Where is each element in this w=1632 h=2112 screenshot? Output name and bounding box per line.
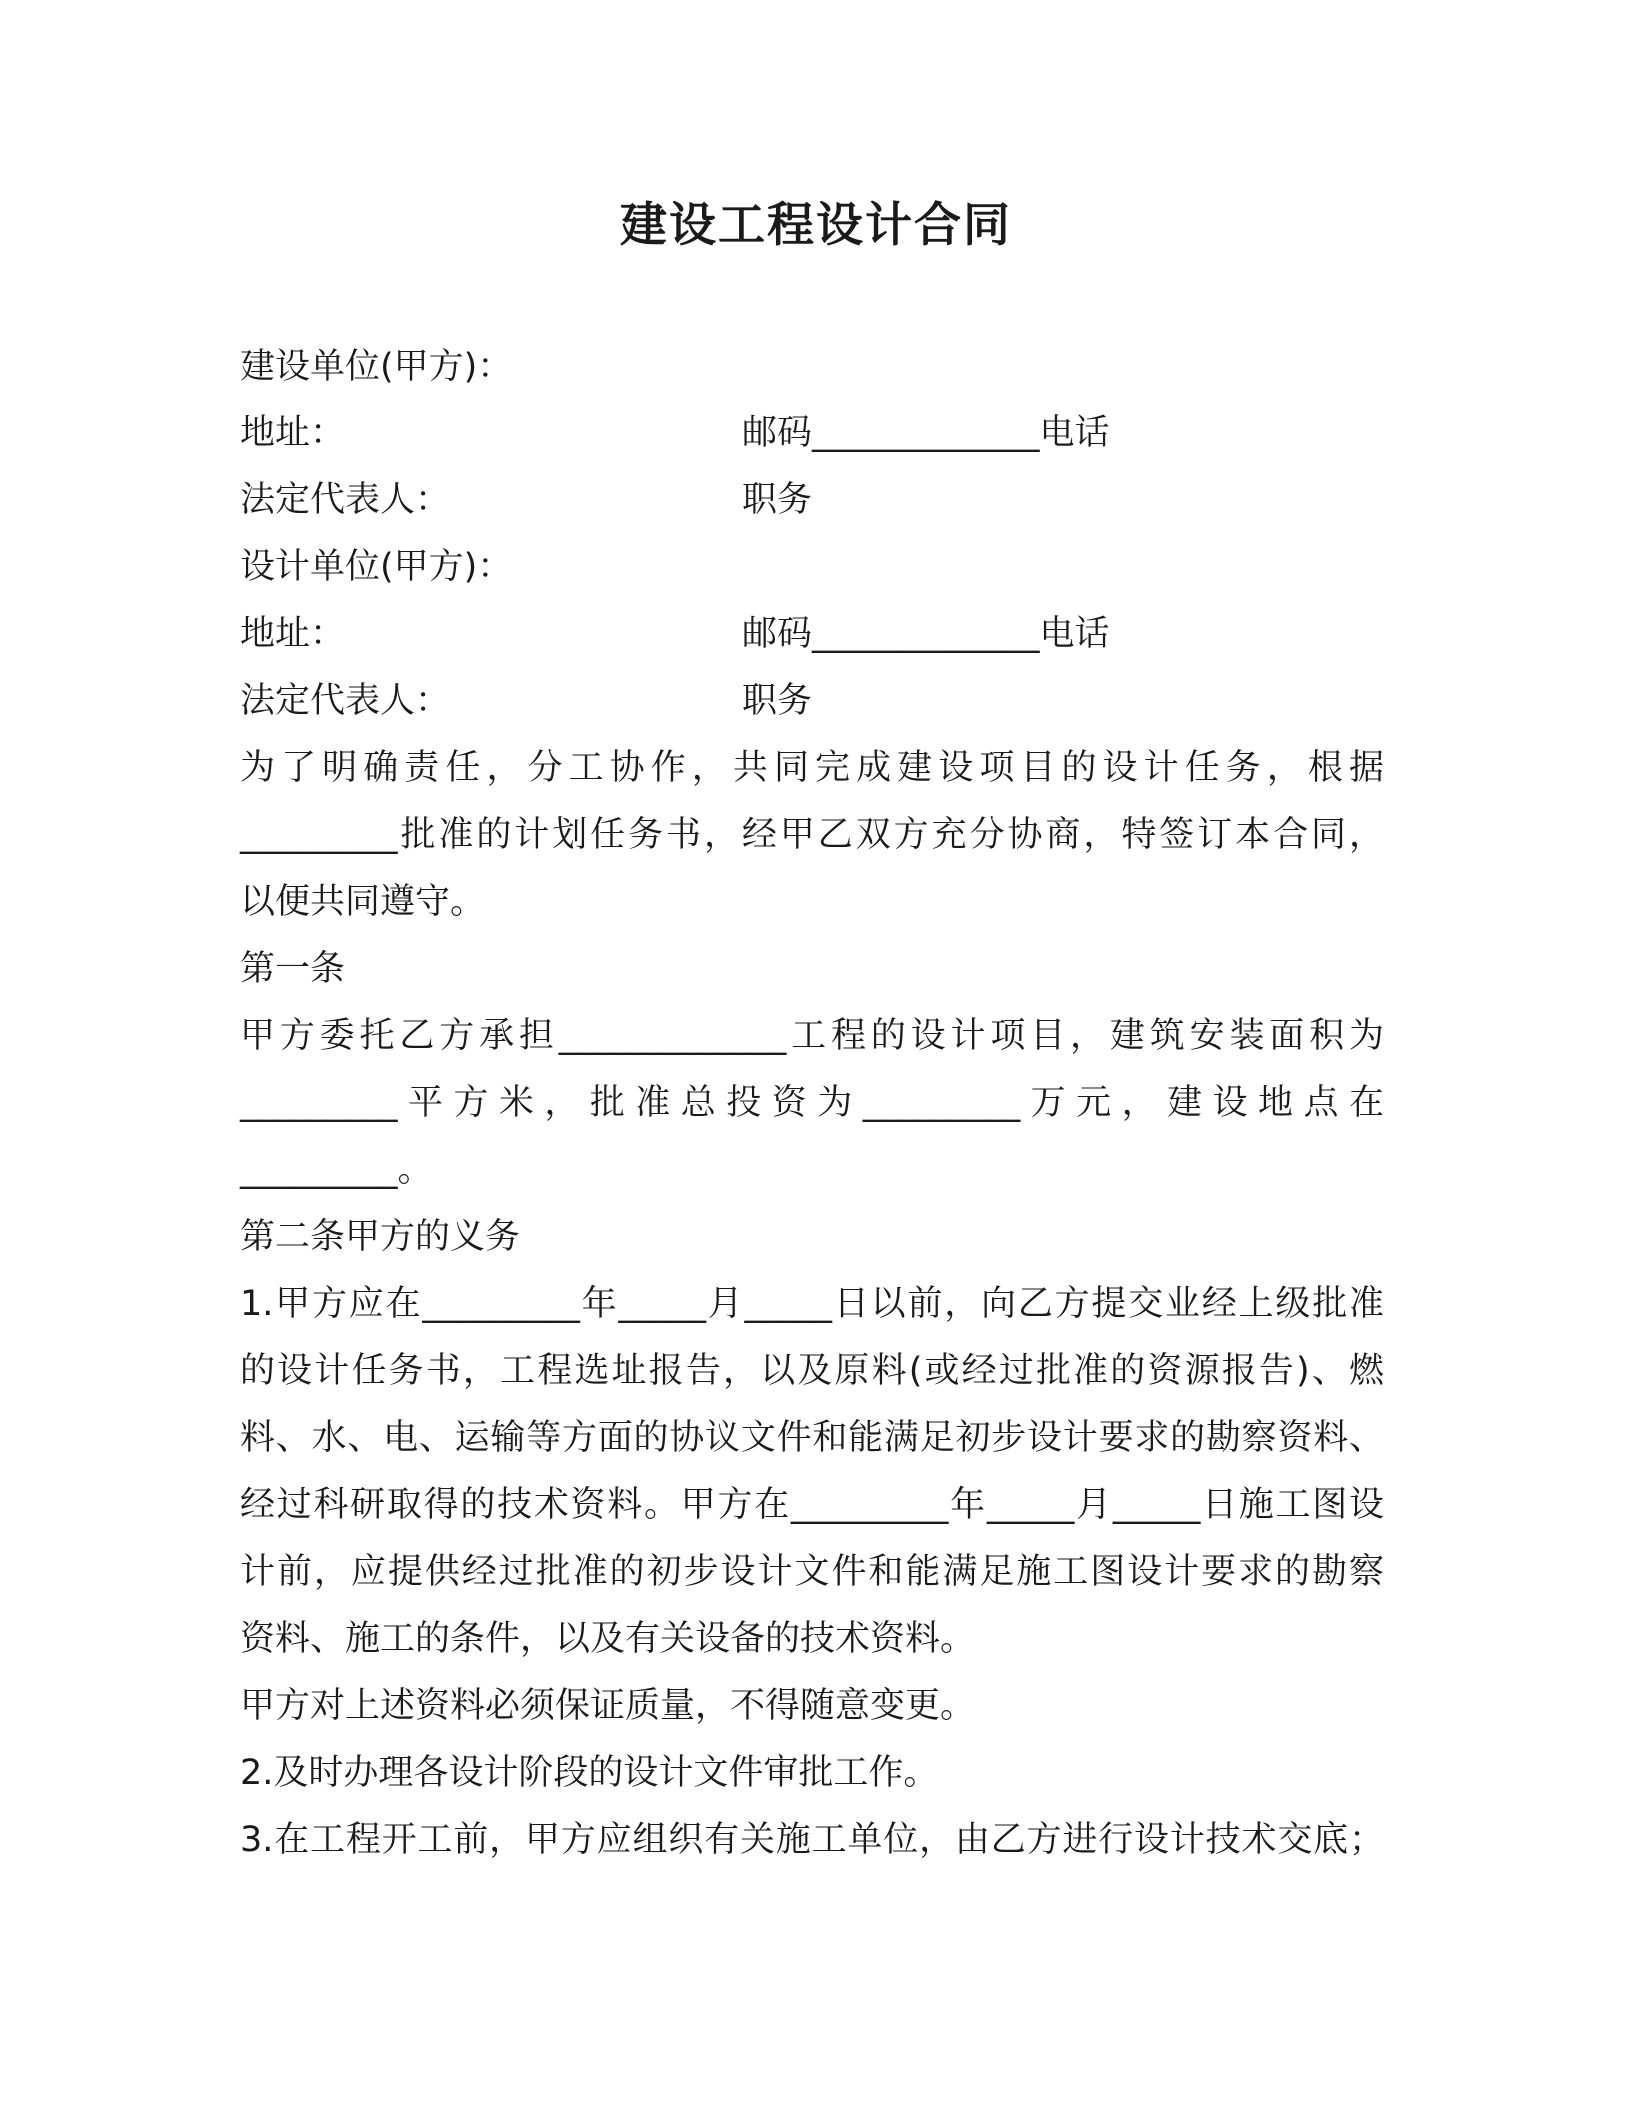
article-2-item-1-line: 料、水、电、运输等方面的协议文件和能满足初步设计要求的勘察资料、: [240, 1418, 1384, 1458]
party-a-postcode-phone: 邮码_____________电话: [742, 413, 1110, 453]
party-b-address: 地址：: [240, 614, 346, 654]
party-b-position: 职务: [742, 681, 813, 721]
party-a-unit: 建设单位(甲方)：: [240, 347, 513, 387]
preamble-line: _________批准的计划任务书，经甲乙双方充分协商，特签订本合同，: [240, 815, 1384, 855]
preamble-line: 为了明确责任，分工协作，共同完成建设项目的设计任务，根据: [240, 748, 1384, 788]
article-2-item-1-line: 的设计任务书，工程选址报告，以及原料(或经过批准的资源报告)、燃: [240, 1351, 1384, 1391]
article-1-heading: 第一条: [240, 949, 346, 989]
party-b-postcode-phone: 邮码_____________电话: [742, 614, 1110, 654]
article-2-heading: 第二条甲方的义务: [240, 1217, 521, 1257]
article-1-line: _________。: [240, 1150, 433, 1190]
article-2-item-1-line: 资料、施工的条件，以及有关设备的技术资料。: [240, 1619, 976, 1659]
party-a-position: 职务: [742, 480, 813, 520]
preamble-line: 以便共同遵守。: [240, 882, 486, 922]
article-1-line: _________平方米，批准总投资为_________万元，建设地点在: [240, 1083, 1384, 1123]
article-2-item-1-line: 计前，应提供经过批准的初步设计文件和能满足施工图设计要求的勘察: [240, 1552, 1384, 1592]
party-a-representative: 法定代表人：: [240, 480, 451, 520]
party-b-representative: 法定代表人：: [240, 681, 451, 721]
article-2-item-3: 3.在工程开工前，甲方应组织有关施工单位，由乙方进行设计技术交底；: [240, 1820, 1384, 1860]
party-b-unit: 设计单位(甲方)：: [240, 547, 513, 587]
article-2-item-1-line: 经过科研取得的技术资料。甲方在_________年_____月_____日施工图设: [240, 1485, 1384, 1525]
article-2-item-1-line: 1.甲方应在_________年_____月_____日以前，向乙方提交业经上级批准: [240, 1284, 1384, 1324]
party-a-address: 地址：: [240, 413, 346, 453]
article-1-line: 甲方委托乙方承担_____________工程的设计项目，建筑安装面积为: [240, 1016, 1384, 1056]
article-2-item-2: 2.及时办理各设计阶段的设计文件审批工作。: [240, 1753, 939, 1793]
page-title: 建设工程设计合同: [620, 198, 1012, 253]
quality-note: 甲方对上述资料必须保证质量，不得随意变更。: [240, 1686, 976, 1726]
